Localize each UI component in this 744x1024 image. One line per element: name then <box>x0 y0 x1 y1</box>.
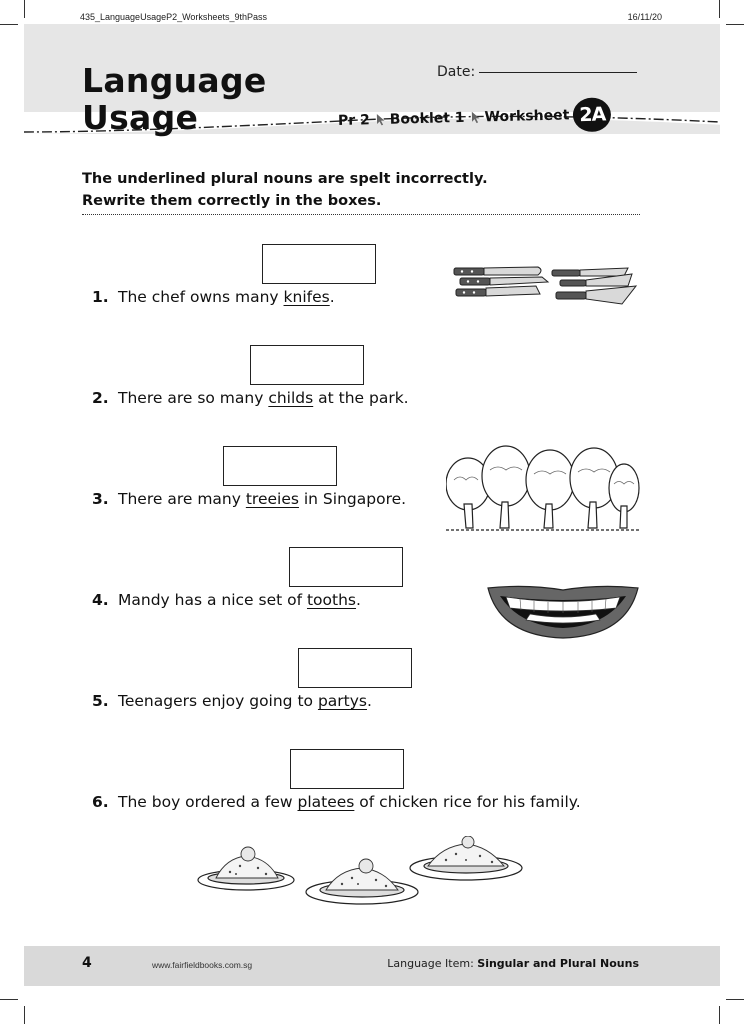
question-text: The boy ordered a few <box>118 793 298 811</box>
page-title <box>82 62 267 136</box>
question-1 <box>92 288 335 306</box>
question-number: 2. <box>92 389 109 407</box>
question-number: 1. <box>92 288 109 306</box>
instructions <box>82 168 640 215</box>
breadcrumb-booklet: Booklet 1 <box>389 109 465 128</box>
cursor-arrow-icon <box>376 114 386 126</box>
language-item-value: Singular and Plural Nouns <box>477 957 639 970</box>
underlined-word: knifes <box>283 288 330 306</box>
underlined-word: platees <box>297 793 355 811</box>
question-4 <box>92 591 361 609</box>
question-text-end: . <box>329 288 335 306</box>
website-link[interactable]: www.fairfieldbooks.com.sg <box>152 960 253 970</box>
question-number: 4. <box>92 591 109 609</box>
language-item-label: Language Item: <box>387 957 474 970</box>
question-text: Teenagers enjoy going to <box>118 692 318 710</box>
answer-box-6[interactable] <box>290 749 404 789</box>
chicken-rice-plates-illustration <box>196 836 526 916</box>
answer-box-3[interactable] <box>223 446 337 486</box>
crop-mark <box>726 999 744 1000</box>
breadcrumb-worksheet: Worksheet <box>484 107 570 126</box>
underlined-word: partys <box>317 692 367 710</box>
crop-mark <box>0 999 18 1000</box>
underlined-word: tooths <box>306 591 357 609</box>
question-text-end: . <box>356 591 361 609</box>
language-item <box>387 957 639 970</box>
question-number: 6. <box>92 793 109 811</box>
underlined-word: childs <box>268 389 314 407</box>
question-number: 5. <box>92 692 109 710</box>
crop-mark <box>0 24 18 25</box>
crop-mark <box>24 0 25 18</box>
underlined-word: treeies <box>245 490 299 508</box>
worksheet-badge: 2A <box>573 97 612 132</box>
instruction-line-2: Rewrite them correctly in the boxes. <box>82 193 382 209</box>
breadcrumb <box>338 97 612 138</box>
question-number: 3. <box>92 490 109 508</box>
question-5 <box>92 692 372 710</box>
date-write-line[interactable] <box>479 72 637 73</box>
answer-box-2[interactable] <box>250 345 364 385</box>
breadcrumb-level: Pr 2 <box>337 112 370 129</box>
page-number: 4 <box>82 955 92 971</box>
question-text-end: . <box>366 692 372 710</box>
crop-mark <box>726 24 744 25</box>
question-3 <box>92 490 406 508</box>
title-line-1: Language <box>82 61 267 100</box>
question-6 <box>92 793 581 811</box>
question-2 <box>92 389 409 407</box>
print-date: 16/11/20 <box>627 12 662 22</box>
question-text: There are so many <box>118 389 269 407</box>
answer-box-5[interactable] <box>298 648 412 688</box>
print-header <box>0 12 744 24</box>
knives-illustration <box>452 264 642 312</box>
question-text-end: at the park. <box>313 389 409 407</box>
teeth-illustration <box>486 584 640 640</box>
date-label: Date: <box>437 64 476 80</box>
question-text-end: in Singapore. <box>298 490 407 508</box>
question-text: Mandy has a nice set of <box>118 591 307 609</box>
print-file-name: 435_LanguageUsageP2_Worksheets_9thPass <box>80 12 267 22</box>
trees-illustration <box>446 444 640 534</box>
crop-mark <box>719 1006 720 1024</box>
answer-box-1[interactable] <box>262 244 376 284</box>
title-line-2: Usage <box>82 98 199 137</box>
crop-mark <box>719 0 720 18</box>
question-text-end: of chicken rice for his family. <box>354 793 581 811</box>
crop-mark <box>24 1006 25 1024</box>
cursor-arrow-icon <box>470 112 480 124</box>
question-text: The chef owns many <box>118 288 284 306</box>
question-text: There are many <box>118 490 246 508</box>
instruction-line-1: The underlined plural nouns are spelt incorrectly. <box>82 171 488 187</box>
answer-box-4[interactable] <box>289 547 403 587</box>
date-field <box>437 64 637 80</box>
